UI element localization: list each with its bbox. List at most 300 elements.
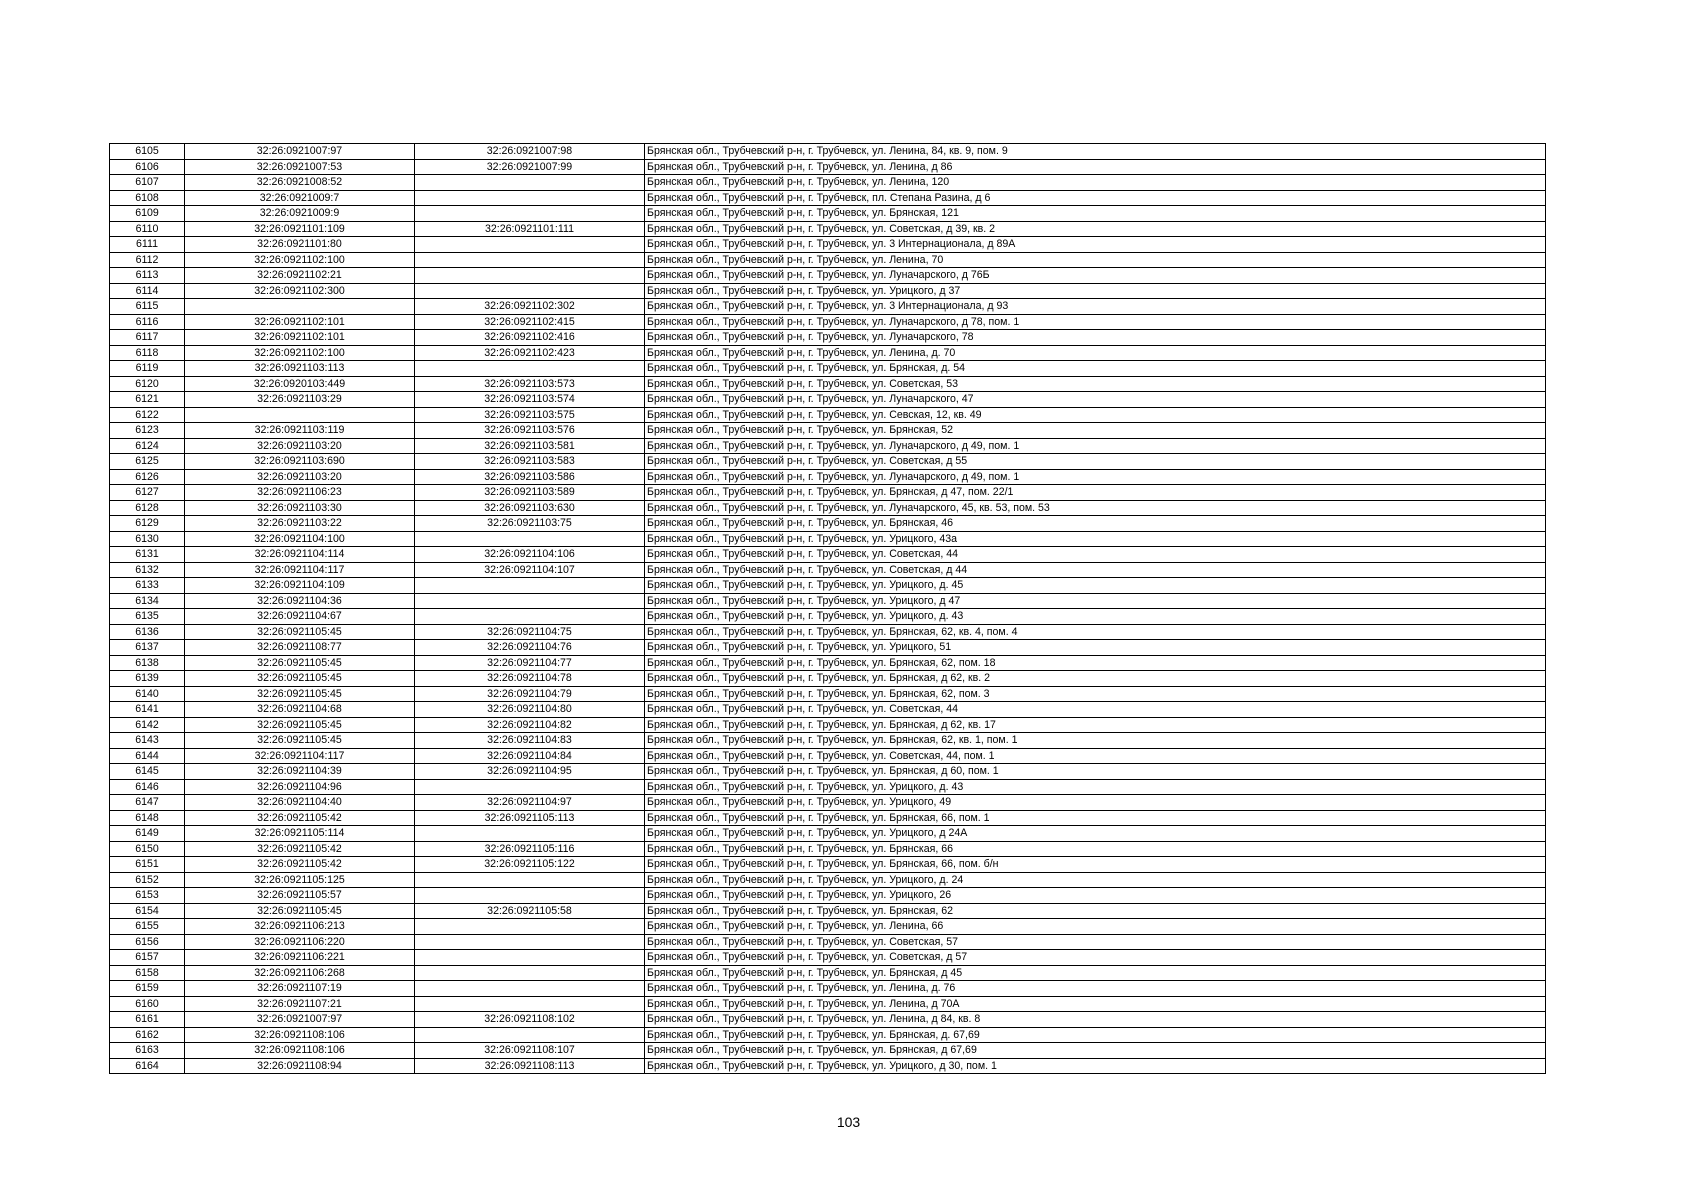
row-number-cell: 6113 bbox=[110, 268, 185, 284]
table-row bbox=[110, 500, 1546, 516]
object-cadastral-number-cell bbox=[415, 934, 645, 950]
cadastral-number-cell: 32:26:0921105:45 bbox=[185, 624, 415, 640]
row-number-cell: 6164 bbox=[110, 1058, 185, 1074]
object-cadastral-number-cell: 32:26:0921105:58 bbox=[415, 903, 645, 919]
row-number-cell: 6120 bbox=[110, 376, 185, 392]
registry-table bbox=[109, 143, 1546, 1074]
table-row bbox=[110, 795, 1546, 811]
address-cell: Брянская обл., Трубчевский р-н, г. Трубчевск, ул. Урицкого, д. 43 bbox=[645, 609, 1546, 625]
address-cell: Брянская обл., Трубчевский р-н, г. Трубчевск, ул. Луначарского, д 49, пом. 1 bbox=[645, 469, 1546, 485]
object-cadastral-number-cell bbox=[415, 965, 645, 981]
cadastral-number-cell: 32:26:0921102:101 bbox=[185, 314, 415, 330]
row-number-cell: 6110 bbox=[110, 221, 185, 237]
row-number-cell: 6105 bbox=[110, 144, 185, 160]
row-number-cell: 6142 bbox=[110, 717, 185, 733]
address-cell: Брянская обл., Трубчевский р-н, г. Трубчевск, ул. Луначарского, д 76Б bbox=[645, 268, 1546, 284]
object-cadastral-number-cell: 32:26:0921103:589 bbox=[415, 485, 645, 501]
address-cell: Брянская обл., Трубчевский р-н, г. Трубчевск, ул. Урицкого, д 37 bbox=[645, 283, 1546, 299]
table-row bbox=[110, 159, 1546, 175]
object-cadastral-number-cell: 32:26:0921104:75 bbox=[415, 624, 645, 640]
address-cell: Брянская обл., Трубчевский р-н, г. Трубчевск, ул. Брянская, д. 54 bbox=[645, 361, 1546, 377]
row-number-cell: 6122 bbox=[110, 407, 185, 423]
address-cell: Брянская обл., Трубчевский р-н, г. Трубчевск, ул. Ленина, д. 76 bbox=[645, 981, 1546, 997]
object-cadastral-number-cell: 32:26:0921104:107 bbox=[415, 562, 645, 578]
row-number-cell: 6159 bbox=[110, 981, 185, 997]
table-row bbox=[110, 593, 1546, 609]
cadastral-number-cell: 32:26:0921102:100 bbox=[185, 252, 415, 268]
table-row bbox=[110, 376, 1546, 392]
address-cell: Брянская обл., Трубчевский р-н, г. Трубчевск, ул. Ленина, 70 bbox=[645, 252, 1546, 268]
table-row bbox=[110, 1058, 1546, 1074]
row-number-cell: 6134 bbox=[110, 593, 185, 609]
table-row bbox=[110, 562, 1546, 578]
row-number-cell: 6160 bbox=[110, 996, 185, 1012]
table-row bbox=[110, 531, 1546, 547]
object-cadastral-number-cell: 32:26:0921105:116 bbox=[415, 841, 645, 857]
object-cadastral-number-cell bbox=[415, 531, 645, 547]
cadastral-number-cell: 32:26:0921108:106 bbox=[185, 1027, 415, 1043]
page-number: 103 bbox=[836, 1114, 861, 1130]
address-cell: Брянская обл., Трубчевский р-н, г. Трубчевск, ул. Советская, 44, пом. 1 bbox=[645, 748, 1546, 764]
table-row bbox=[110, 872, 1546, 888]
object-cadastral-number-cell: 32:26:0921103:75 bbox=[415, 516, 645, 532]
object-cadastral-number-cell: 32:26:0921105:113 bbox=[415, 810, 645, 826]
table-row bbox=[110, 655, 1546, 671]
object-cadastral-number-cell bbox=[415, 996, 645, 1012]
row-number-cell: 6114 bbox=[110, 283, 185, 299]
table-row bbox=[110, 764, 1546, 780]
address-cell: Брянская обл., Трубчевский р-н, г. Трубчевск, ул. Советская, 53 bbox=[645, 376, 1546, 392]
object-cadastral-number-cell: 32:26:0921102:416 bbox=[415, 330, 645, 346]
object-cadastral-number-cell bbox=[415, 919, 645, 935]
table-row bbox=[110, 1012, 1546, 1028]
object-cadastral-number-cell: 32:26:0921104:82 bbox=[415, 717, 645, 733]
address-cell: Брянская обл., Трубчевский р-н, г. Трубчевск, ул. Луначарского, д 78, пом. 1 bbox=[645, 314, 1546, 330]
cadastral-number-cell: 32:26:0921108:94 bbox=[185, 1058, 415, 1074]
row-number-cell: 6128 bbox=[110, 500, 185, 516]
address-cell: Брянская обл., Трубчевский р-н, г. Трубчевск, ул. Брянская, 62 bbox=[645, 903, 1546, 919]
row-number-cell: 6143 bbox=[110, 733, 185, 749]
cadastral-number-cell: 32:26:0921104:117 bbox=[185, 562, 415, 578]
address-cell: Брянская обл., Трубчевский р-н, г. Трубчевск, ул. Ленина, 84, кв. 9, пом. 9 bbox=[645, 144, 1546, 160]
row-number-cell: 6106 bbox=[110, 159, 185, 175]
table-row bbox=[110, 485, 1546, 501]
cadastral-number-cell: 32:26:0921101:109 bbox=[185, 221, 415, 237]
address-cell: Брянская обл., Трубчевский р-н, г. Трубчевск, ул. Урицкого, д. 45 bbox=[645, 578, 1546, 594]
row-number-cell: 6133 bbox=[110, 578, 185, 594]
table-row bbox=[110, 996, 1546, 1012]
object-cadastral-number-cell bbox=[415, 361, 645, 377]
address-cell: Брянская обл., Трубчевский р-н, г. Трубчевск, ул. Урицкого, 49 bbox=[645, 795, 1546, 811]
cadastral-number-cell: 32:26:0921008:52 bbox=[185, 175, 415, 191]
cadastral-number-cell: 32:26:0921009:9 bbox=[185, 206, 415, 222]
object-cadastral-number-cell bbox=[415, 950, 645, 966]
row-number-cell: 6154 bbox=[110, 903, 185, 919]
row-number-cell: 6136 bbox=[110, 624, 185, 640]
object-cadastral-number-cell: 32:26:0921104:84 bbox=[415, 748, 645, 764]
cadastral-number-cell: 32:26:0921104:67 bbox=[185, 609, 415, 625]
table-row bbox=[110, 252, 1546, 268]
cadastral-number-cell: 32:26:0921103:113 bbox=[185, 361, 415, 377]
cadastral-number-cell: 32:26:0920103:449 bbox=[185, 376, 415, 392]
cadastral-number-cell bbox=[185, 299, 415, 315]
row-number-cell: 6127 bbox=[110, 485, 185, 501]
table-row bbox=[110, 454, 1546, 470]
object-cadastral-number-cell: 32:26:0921108:107 bbox=[415, 1043, 645, 1059]
object-cadastral-number-cell: 32:26:0921102:302 bbox=[415, 299, 645, 315]
address-cell: Брянская обл., Трубчевский р-н, г. Трубчевск, ул. Советская, д 55 bbox=[645, 454, 1546, 470]
address-cell: Брянская обл., Трубчевский р-н, г. Трубчевск, ул. Луначарского, 78 bbox=[645, 330, 1546, 346]
object-cadastral-number-cell: 32:26:0921007:98 bbox=[415, 144, 645, 160]
cadastral-number-cell: 32:26:0921106:213 bbox=[185, 919, 415, 935]
cadastral-number-cell: 32:26:0921105:45 bbox=[185, 686, 415, 702]
address-cell: Брянская обл., Трубчевский р-н, г. Трубчевск, ул. 3 Интернационала, д 89А bbox=[645, 237, 1546, 253]
object-cadastral-number-cell: 32:26:0921101:111 bbox=[415, 221, 645, 237]
row-number-cell: 6140 bbox=[110, 686, 185, 702]
address-cell: Брянская обл., Трубчевский р-н, г. Трубчевск, ул. 3 Интернационала, д 93 bbox=[645, 299, 1546, 315]
object-cadastral-number-cell: 32:26:0921108:102 bbox=[415, 1012, 645, 1028]
address-cell: Брянская обл., Трубчевский р-н, г. Трубчевск, ул. Луначарского, д 49, пом. 1 bbox=[645, 438, 1546, 454]
row-number-cell: 6123 bbox=[110, 423, 185, 439]
cadastral-number-cell: 32:26:0921104:117 bbox=[185, 748, 415, 764]
table-row bbox=[110, 810, 1546, 826]
cadastral-number-cell: 32:26:0921102:101 bbox=[185, 330, 415, 346]
table-row bbox=[110, 686, 1546, 702]
object-cadastral-number-cell: 32:26:0921103:630 bbox=[415, 500, 645, 516]
cadastral-number-cell: 32:26:0921107:19 bbox=[185, 981, 415, 997]
cadastral-number-cell: 32:26:0921103:30 bbox=[185, 500, 415, 516]
object-cadastral-number-cell bbox=[415, 779, 645, 795]
address-cell: Брянская обл., Трубчевский р-н, г. Трубчевск, ул. Брянская, д 67,69 bbox=[645, 1043, 1546, 1059]
table-row bbox=[110, 733, 1546, 749]
cadastral-number-cell: 32:26:0921105:45 bbox=[185, 717, 415, 733]
table-row bbox=[110, 888, 1546, 904]
table-row bbox=[110, 237, 1546, 253]
row-number-cell: 6112 bbox=[110, 252, 185, 268]
address-cell: Брянская обл., Трубчевский р-н, г. Трубчевск, ул. Ленина, д 84, кв. 8 bbox=[645, 1012, 1546, 1028]
table-row bbox=[110, 144, 1546, 160]
row-number-cell: 6117 bbox=[110, 330, 185, 346]
row-number-cell: 6149 bbox=[110, 826, 185, 842]
object-cadastral-number-cell bbox=[415, 252, 645, 268]
address-cell: Брянская обл., Трубчевский р-н, г. Трубчевск, ул. Брянская, д 62, кв. 17 bbox=[645, 717, 1546, 733]
address-cell: Брянская обл., Трубчевский р-н, г. Трубчевск, ул. Советская, 57 bbox=[645, 934, 1546, 950]
object-cadastral-number-cell: 32:26:0921103:575 bbox=[415, 407, 645, 423]
object-cadastral-number-cell: 32:26:0921102:415 bbox=[415, 314, 645, 330]
row-number-cell: 6129 bbox=[110, 516, 185, 532]
row-number-cell: 6157 bbox=[110, 950, 185, 966]
row-number-cell: 6146 bbox=[110, 779, 185, 795]
address-cell: Брянская обл., Трубчевский р-н, г. Трубчевск, ул. Брянская, 66 bbox=[645, 841, 1546, 857]
address-cell: Брянская обл., Трубчевский р-н, г. Трубчевск, ул. Севская, 12, кв. 49 bbox=[645, 407, 1546, 423]
row-number-cell: 6125 bbox=[110, 454, 185, 470]
cadastral-number-cell: 32:26:0921009:7 bbox=[185, 190, 415, 206]
address-cell: Брянская обл., Трубчевский р-н, г. Трубчевск, ул. Брянская, д 62, кв. 2 bbox=[645, 671, 1546, 687]
object-cadastral-number-cell: 32:26:0921103:583 bbox=[415, 454, 645, 470]
address-cell: Брянская обл., Трубчевский р-н, г. Трубчевск, ул. Брянская, 62, пом. 3 bbox=[645, 686, 1546, 702]
address-cell: Брянская обл., Трубчевский р-н, г. Трубчевск, ул. Ленина, д. 70 bbox=[645, 345, 1546, 361]
object-cadastral-number-cell: 32:26:0921103:573 bbox=[415, 376, 645, 392]
cadastral-number-cell: 32:26:0921104:114 bbox=[185, 547, 415, 563]
object-cadastral-number-cell: 32:26:0921103:586 bbox=[415, 469, 645, 485]
table-row bbox=[110, 423, 1546, 439]
table-row bbox=[110, 702, 1546, 718]
cadastral-number-cell: 32:26:0921106:268 bbox=[185, 965, 415, 981]
cadastral-number-cell: 32:26:0921103:29 bbox=[185, 392, 415, 408]
row-number-cell: 6151 bbox=[110, 857, 185, 873]
table-row bbox=[110, 578, 1546, 594]
table-row bbox=[110, 748, 1546, 764]
object-cadastral-number-cell bbox=[415, 593, 645, 609]
row-number-cell: 6152 bbox=[110, 872, 185, 888]
row-number-cell: 6158 bbox=[110, 965, 185, 981]
row-number-cell: 6156 bbox=[110, 934, 185, 950]
row-number-cell: 6139 bbox=[110, 671, 185, 687]
table-row bbox=[110, 841, 1546, 857]
cadastral-number-cell: 32:26:0921007:53 bbox=[185, 159, 415, 175]
row-number-cell: 6145 bbox=[110, 764, 185, 780]
row-number-cell: 6126 bbox=[110, 469, 185, 485]
table-row bbox=[110, 392, 1546, 408]
table-row bbox=[110, 175, 1546, 191]
address-cell: Брянская обл., Трубчевский р-н, г. Трубчевск, ул. Брянская, 62, пом. 18 bbox=[645, 655, 1546, 671]
cadastral-number-cell: 32:26:0921104:96 bbox=[185, 779, 415, 795]
cadastral-number-cell: 32:26:0921103:20 bbox=[185, 438, 415, 454]
row-number-cell: 6109 bbox=[110, 206, 185, 222]
object-cadastral-number-cell: 32:26:0921104:83 bbox=[415, 733, 645, 749]
table-row bbox=[110, 981, 1546, 997]
row-number-cell: 6150 bbox=[110, 841, 185, 857]
table-row bbox=[110, 283, 1546, 299]
address-cell: Брянская обл., Трубчевский р-н, г. Трубчевск, ул. Брянская, д 60, пом. 1 bbox=[645, 764, 1546, 780]
cadastral-number-cell: 32:26:0921105:114 bbox=[185, 826, 415, 842]
address-cell: Брянская обл., Трубчевский р-н, г. Трубчевск, ул. Урицкого, д 47 bbox=[645, 593, 1546, 609]
address-cell: Брянская обл., Трубчевский р-н, г. Трубчевск, ул. Урицкого, д. 43 bbox=[645, 779, 1546, 795]
cadastral-number-cell: 32:26:0921102:300 bbox=[185, 283, 415, 299]
table-row bbox=[110, 919, 1546, 935]
object-cadastral-number-cell: 32:26:0921104:106 bbox=[415, 547, 645, 563]
row-number-cell: 6137 bbox=[110, 640, 185, 656]
table-row bbox=[110, 1043, 1546, 1059]
address-cell: Брянская обл., Трубчевский р-н, г. Трубчевск, ул. Брянская, 121 bbox=[645, 206, 1546, 222]
object-cadastral-number-cell bbox=[415, 826, 645, 842]
table-row bbox=[110, 1027, 1546, 1043]
object-cadastral-number-cell: 32:26:0921102:423 bbox=[415, 345, 645, 361]
row-number-cell: 6116 bbox=[110, 314, 185, 330]
table-row bbox=[110, 934, 1546, 950]
table-row bbox=[110, 779, 1546, 795]
row-number-cell: 6130 bbox=[110, 531, 185, 547]
row-number-cell: 6107 bbox=[110, 175, 185, 191]
table-row bbox=[110, 950, 1546, 966]
object-cadastral-number-cell: 32:26:0921103:574 bbox=[415, 392, 645, 408]
table-row bbox=[110, 299, 1546, 315]
table-row bbox=[110, 407, 1546, 423]
object-cadastral-number-cell: 32:26:0921007:99 bbox=[415, 159, 645, 175]
table-row bbox=[110, 190, 1546, 206]
address-cell: Брянская обл., Трубчевский р-н, г. Трубчевск, ул. Урицкого, д 30, пом. 1 bbox=[645, 1058, 1546, 1074]
row-number-cell: 6118 bbox=[110, 345, 185, 361]
address-cell: Брянская обл., Трубчевский р-н, г. Трубчевск, ул. Урицкого, 26 bbox=[645, 888, 1546, 904]
cadastral-number-cell: 32:26:0921105:45 bbox=[185, 671, 415, 687]
table-row bbox=[110, 221, 1546, 237]
table-row bbox=[110, 345, 1546, 361]
row-number-cell: 6119 bbox=[110, 361, 185, 377]
table-row bbox=[110, 609, 1546, 625]
address-cell: Брянская обл., Трубчевский р-н, г. Трубчевск, ул. Брянская, 62, кв. 1, пом. 1 bbox=[645, 733, 1546, 749]
address-cell: Брянская обл., Трубчевский р-н, г. Трубчевск, ул. Луначарского, 45, кв. 53, пом. 53 bbox=[645, 500, 1546, 516]
cadastral-number-cell: 32:26:0921106:221 bbox=[185, 950, 415, 966]
row-number-cell: 6155 bbox=[110, 919, 185, 935]
row-number-cell: 6148 bbox=[110, 810, 185, 826]
object-cadastral-number-cell: 32:26:0921104:78 bbox=[415, 671, 645, 687]
object-cadastral-number-cell bbox=[415, 283, 645, 299]
object-cadastral-number-cell bbox=[415, 578, 645, 594]
object-cadastral-number-cell: 32:26:0921103:576 bbox=[415, 423, 645, 439]
cadastral-number-cell bbox=[185, 407, 415, 423]
cadastral-number-cell: 32:26:0921101:80 bbox=[185, 237, 415, 253]
table-row bbox=[110, 640, 1546, 656]
table-row bbox=[110, 438, 1546, 454]
address-cell: Брянская обл., Трубчевский р-н, г. Трубчевск, ул. Брянская, д. 67,69 bbox=[645, 1027, 1546, 1043]
registry-table-body bbox=[110, 144, 1546, 1074]
cadastral-number-cell: 32:26:0921105:125 bbox=[185, 872, 415, 888]
row-number-cell: 6115 bbox=[110, 299, 185, 315]
row-number-cell: 6141 bbox=[110, 702, 185, 718]
row-number-cell: 6108 bbox=[110, 190, 185, 206]
object-cadastral-number-cell bbox=[415, 190, 645, 206]
cadastral-number-cell: 32:26:0921105:45 bbox=[185, 733, 415, 749]
cadastral-number-cell: 32:26:0921104:109 bbox=[185, 578, 415, 594]
address-cell: Брянская обл., Трубчевский р-н, г. Трубчевск, ул. Советская, д 39, кв. 2 bbox=[645, 221, 1546, 237]
object-cadastral-number-cell bbox=[415, 981, 645, 997]
object-cadastral-number-cell: 32:26:0921104:79 bbox=[415, 686, 645, 702]
row-number-cell: 6131 bbox=[110, 547, 185, 563]
cadastral-number-cell: 32:26:0921103:20 bbox=[185, 469, 415, 485]
cadastral-number-cell: 32:26:0921106:220 bbox=[185, 934, 415, 950]
address-cell: Брянская обл., Трубчевский р-н, г. Трубчевск, ул. Советская, д 44 bbox=[645, 562, 1546, 578]
row-number-cell: 6138 bbox=[110, 655, 185, 671]
address-cell: Брянская обл., Трубчевский р-н, г. Трубчевск, пл. Степана Разина, д 6 bbox=[645, 190, 1546, 206]
cadastral-number-cell: 32:26:0921105:45 bbox=[185, 655, 415, 671]
cadastral-number-cell: 32:26:0921105:57 bbox=[185, 888, 415, 904]
cadastral-number-cell: 32:26:0921102:21 bbox=[185, 268, 415, 284]
cadastral-number-cell: 32:26:0921104:40 bbox=[185, 795, 415, 811]
row-number-cell: 6135 bbox=[110, 609, 185, 625]
table-row bbox=[110, 516, 1546, 532]
object-cadastral-number-cell bbox=[415, 206, 645, 222]
table-row bbox=[110, 206, 1546, 222]
cadastral-number-cell: 32:26:0921104:68 bbox=[185, 702, 415, 718]
address-cell: Брянская обл., Трубчевский р-н, г. Трубчевск, ул. Ленина, 66 bbox=[645, 919, 1546, 935]
table-row bbox=[110, 717, 1546, 733]
address-cell: Брянская обл., Трубчевский р-н, г. Трубчевск, ул. Брянская, 52 bbox=[645, 423, 1546, 439]
cadastral-number-cell: 32:26:0921105:42 bbox=[185, 841, 415, 857]
object-cadastral-number-cell bbox=[415, 268, 645, 284]
address-cell: Брянская обл., Трубчевский р-н, г. Трубчевск, ул. Брянская, д 45 bbox=[645, 965, 1546, 981]
address-cell: Брянская обл., Трубчевский р-н, г. Трубчевск, ул. Брянская, д 47, пом. 22/1 bbox=[645, 485, 1546, 501]
address-cell: Брянская обл., Трубчевский р-н, г. Трубчевск, ул. Луначарского, 47 bbox=[645, 392, 1546, 408]
cadastral-number-cell: 32:26:0921007:97 bbox=[185, 144, 415, 160]
object-cadastral-number-cell: 32:26:0921104:77 bbox=[415, 655, 645, 671]
object-cadastral-number-cell: 32:26:0921104:95 bbox=[415, 764, 645, 780]
table-row bbox=[110, 314, 1546, 330]
table-row bbox=[110, 469, 1546, 485]
cadastral-number-cell: 32:26:0921106:23 bbox=[185, 485, 415, 501]
object-cadastral-number-cell: 32:26:0921104:97 bbox=[415, 795, 645, 811]
cadastral-number-cell: 32:26:0921104:39 bbox=[185, 764, 415, 780]
address-cell: Брянская обл., Трубчевский р-н, г. Трубчевск, ул. Брянская, 46 bbox=[645, 516, 1546, 532]
cadastral-number-cell: 32:26:0921105:45 bbox=[185, 903, 415, 919]
cadastral-number-cell: 32:26:0921108:77 bbox=[185, 640, 415, 656]
cadastral-number-cell: 32:26:0921007:97 bbox=[185, 1012, 415, 1028]
address-cell: Брянская обл., Трубчевский р-н, г. Трубчевск, ул. Ленина, 120 bbox=[645, 175, 1546, 191]
address-cell: Брянская обл., Трубчевский р-н, г. Трубчевск, ул. Брянская, 66, пом. 1 bbox=[645, 810, 1546, 826]
table-row bbox=[110, 361, 1546, 377]
address-cell: Брянская обл., Трубчевский р-н, г. Трубчевск, ул. Советская, 44 bbox=[645, 547, 1546, 563]
object-cadastral-number-cell: 32:26:0921108:113 bbox=[415, 1058, 645, 1074]
row-number-cell: 6147 bbox=[110, 795, 185, 811]
table-row bbox=[110, 547, 1546, 563]
address-cell: Брянская обл., Трубчевский р-н, г. Трубчевск, ул. Брянская, 62, кв. 4, пом. 4 bbox=[645, 624, 1546, 640]
row-number-cell: 6144 bbox=[110, 748, 185, 764]
row-number-cell: 6121 bbox=[110, 392, 185, 408]
object-cadastral-number-cell bbox=[415, 175, 645, 191]
cadastral-number-cell: 32:26:0921104:100 bbox=[185, 531, 415, 547]
cadastral-number-cell: 32:26:0921103:690 bbox=[185, 454, 415, 470]
address-cell: Брянская обл., Трубчевский р-н, г. Трубчевск, ул. Ленина, д 86 bbox=[645, 159, 1546, 175]
cadastral-number-cell: 32:26:0921105:42 bbox=[185, 857, 415, 873]
table-row bbox=[110, 826, 1546, 842]
object-cadastral-number-cell bbox=[415, 1027, 645, 1043]
address-cell: Брянская обл., Трубчевский р-н, г. Трубчевск, ул. Брянская, 66, пом. б/н bbox=[645, 857, 1546, 873]
object-cadastral-number-cell: 32:26:0921104:76 bbox=[415, 640, 645, 656]
address-cell: Брянская обл., Трубчевский р-н, г. Трубчевск, ул. Советская, 44 bbox=[645, 702, 1546, 718]
address-cell: Брянская обл., Трубчевский р-н, г. Трубчевск, ул. Урицкого, 43а bbox=[645, 531, 1546, 547]
cadastral-number-cell: 32:26:0921108:106 bbox=[185, 1043, 415, 1059]
row-number-cell: 6162 bbox=[110, 1027, 185, 1043]
cadastral-number-cell: 32:26:0921103:22 bbox=[185, 516, 415, 532]
object-cadastral-number-cell: 32:26:0921103:581 bbox=[415, 438, 645, 454]
address-cell: Брянская обл., Трубчевский р-н, г. Трубчевск, ул. Урицкого, д. 24 bbox=[645, 872, 1546, 888]
address-cell: Брянская обл., Трубчевский р-н, г. Трубчевск, ул. Урицкого, 51 bbox=[645, 640, 1546, 656]
row-number-cell: 6163 bbox=[110, 1043, 185, 1059]
table-row bbox=[110, 624, 1546, 640]
object-cadastral-number-cell: 32:26:0921104:80 bbox=[415, 702, 645, 718]
object-cadastral-number-cell: 32:26:0921105:122 bbox=[415, 857, 645, 873]
cadastral-number-cell: 32:26:0921104:36 bbox=[185, 593, 415, 609]
object-cadastral-number-cell bbox=[415, 609, 645, 625]
object-cadastral-number-cell bbox=[415, 888, 645, 904]
cadastral-number-cell: 32:26:0921105:42 bbox=[185, 810, 415, 826]
cadastral-number-cell: 32:26:0921103:119 bbox=[185, 423, 415, 439]
address-cell: Брянская обл., Трубчевский р-н, г. Трубчевск, ул. Ленина, д 70А bbox=[645, 996, 1546, 1012]
row-number-cell: 6153 bbox=[110, 888, 185, 904]
address-cell: Брянская обл., Трубчевский р-н, г. Трубчевск, ул. Урицкого, д 24А bbox=[645, 826, 1546, 842]
table-row bbox=[110, 903, 1546, 919]
table-row bbox=[110, 268, 1546, 284]
address-cell: Брянская обл., Трубчевский р-н, г. Трубчевск, ул. Советская, д 57 bbox=[645, 950, 1546, 966]
table-row bbox=[110, 857, 1546, 873]
row-number-cell: 6124 bbox=[110, 438, 185, 454]
row-number-cell: 6132 bbox=[110, 562, 185, 578]
table-row bbox=[110, 965, 1546, 981]
cadastral-number-cell: 32:26:0921107:21 bbox=[185, 996, 415, 1012]
row-number-cell: 6161 bbox=[110, 1012, 185, 1028]
table-row bbox=[110, 671, 1546, 687]
object-cadastral-number-cell bbox=[415, 872, 645, 888]
object-cadastral-number-cell bbox=[415, 237, 645, 253]
